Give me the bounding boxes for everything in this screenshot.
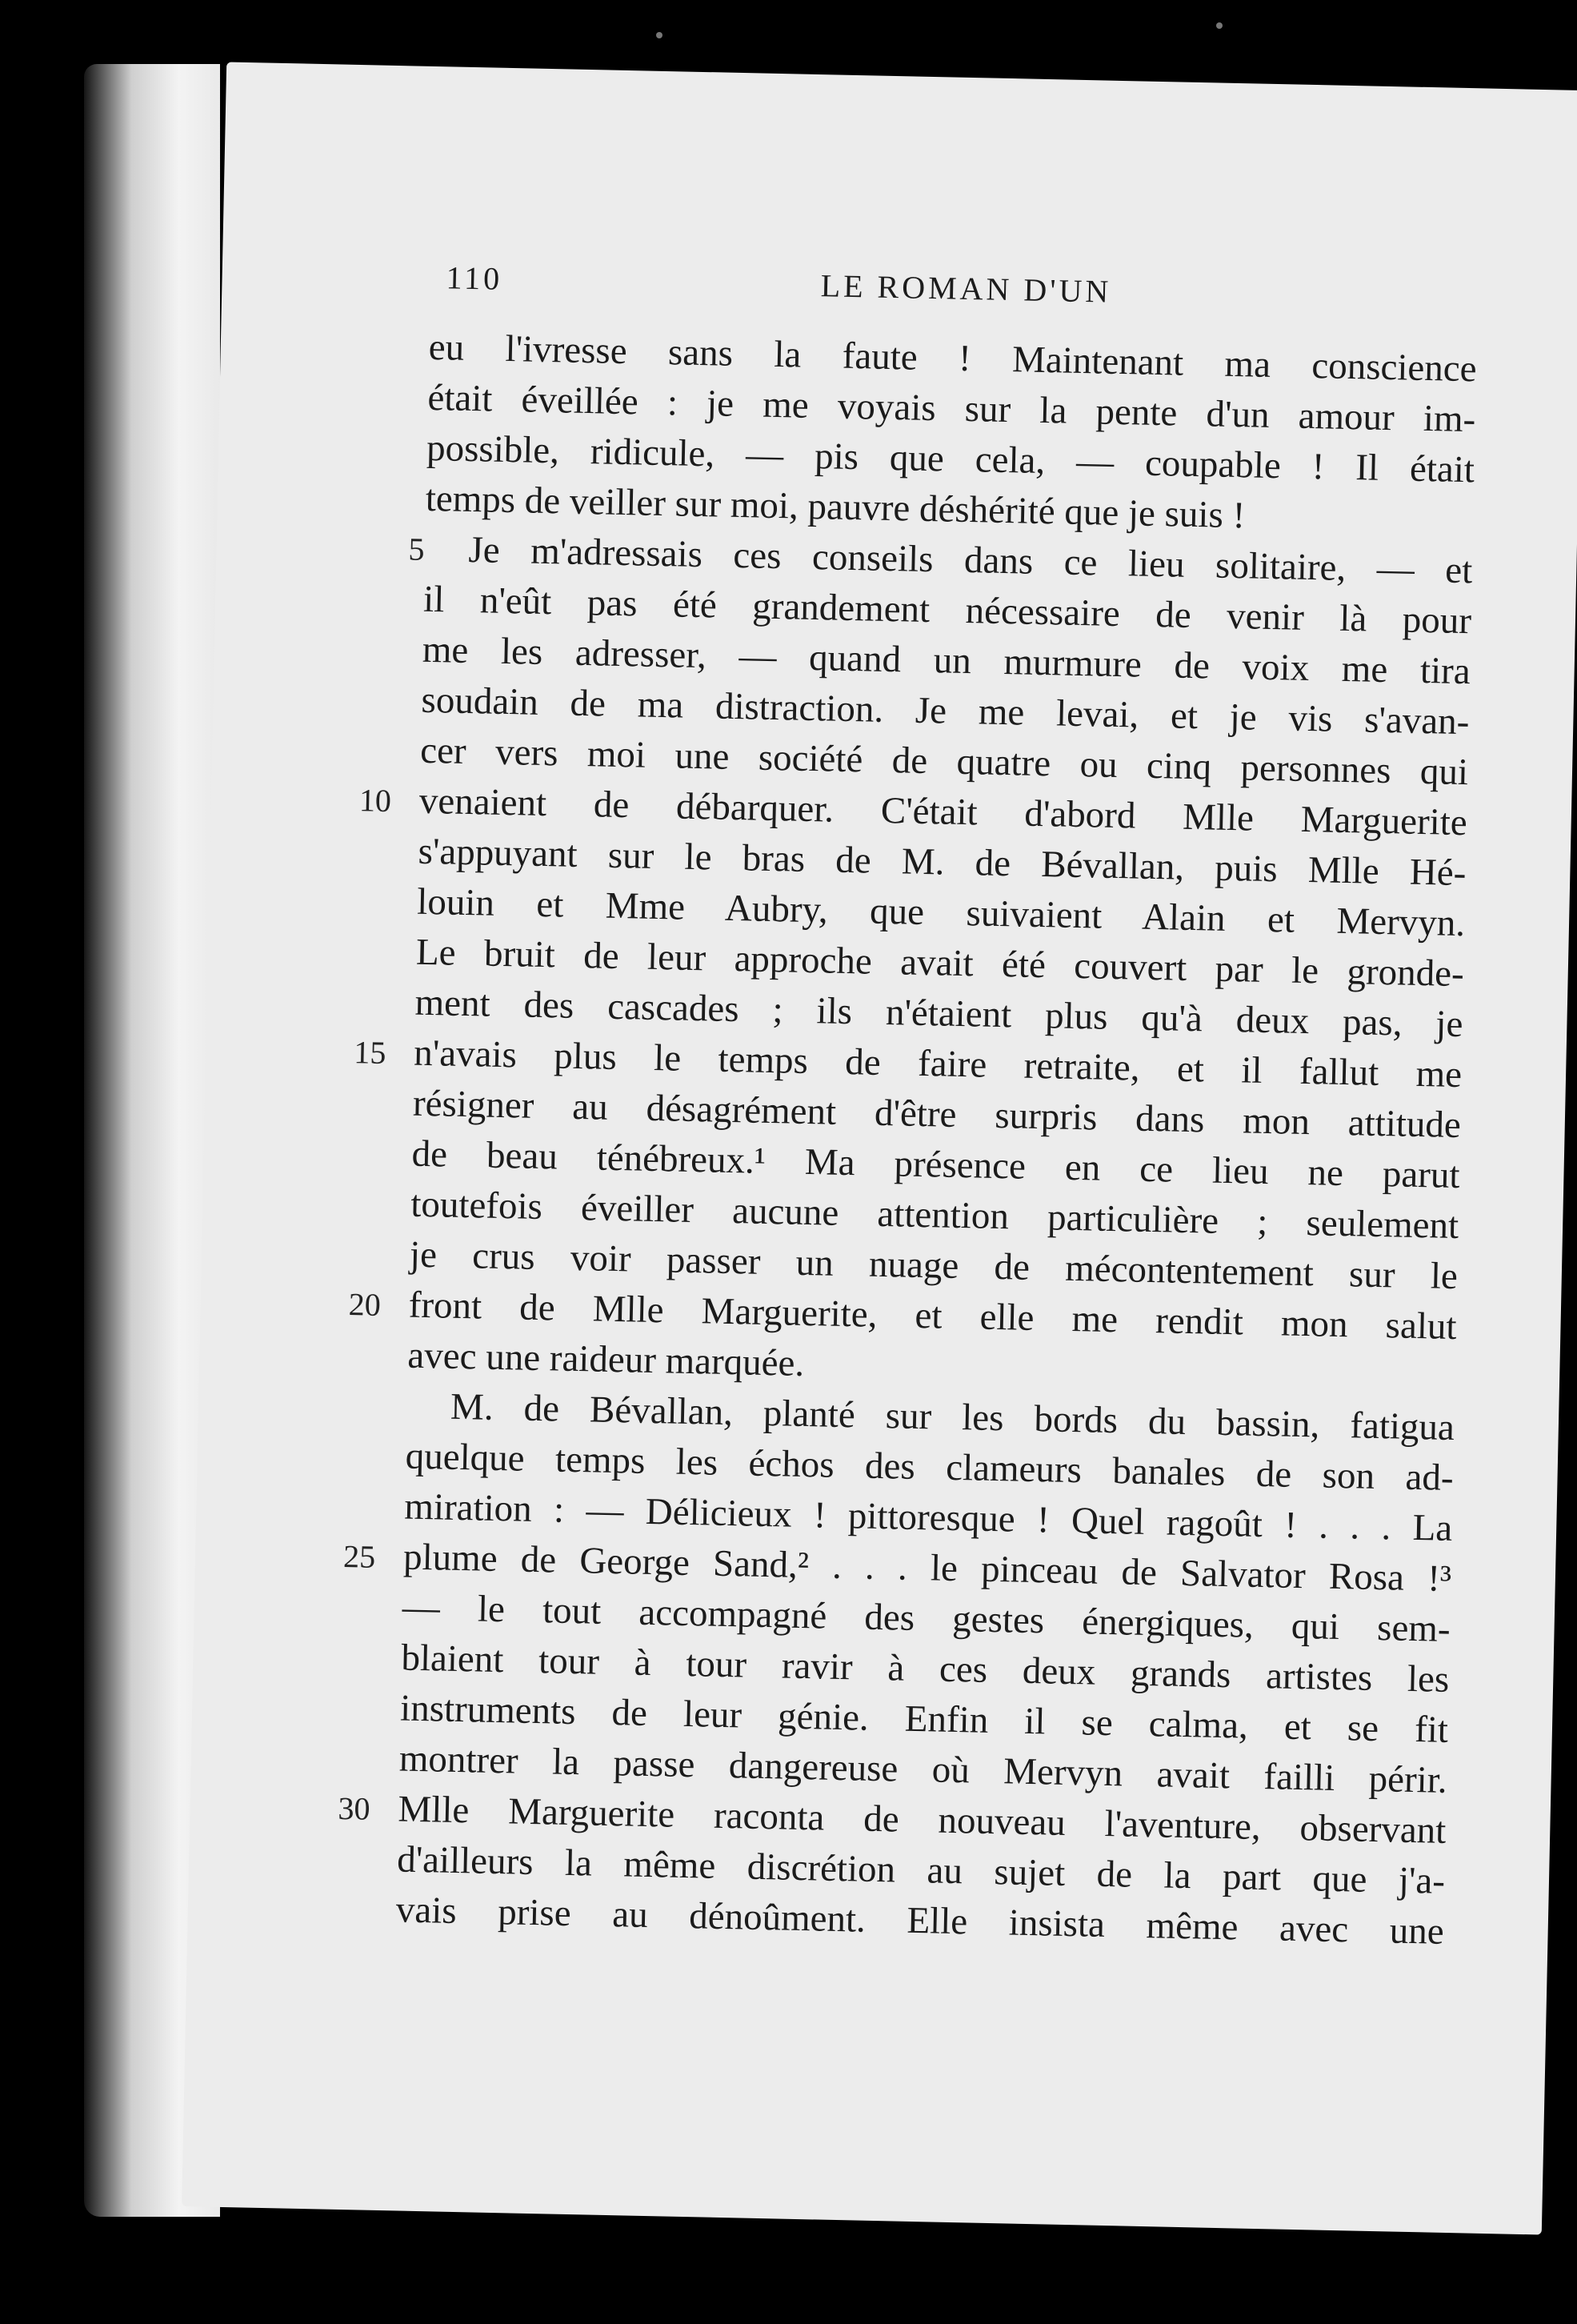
line-text: de beau ténébreux.¹ Ma présence en ce lieu ne parut bbox=[411, 1132, 1460, 1197]
line-text: possible, ridicule, — pis que cela, — coupable ! Il était bbox=[426, 427, 1475, 491]
line-text: était éveillée : je me voyais sur la pente d'un amour im- bbox=[426, 376, 1476, 441]
line-text: Je m'adressais ces conseils dans ce lieu solitaire, — et bbox=[468, 528, 1473, 592]
line-text: quelque temps les échos des clameurs banales de son ad- bbox=[405, 1435, 1455, 1499]
line-text: vais prise au dénoûment. Elle insista même avec une bbox=[395, 1889, 1445, 1953]
line-text: — le tout accompagné des gestes énergiques, qui sem- bbox=[402, 1586, 1451, 1650]
line-text: M. de Bévallan, planté sur les bords du bassin, fatigua bbox=[450, 1385, 1455, 1448]
line-number: 5 bbox=[408, 531, 426, 567]
line-number: 20 bbox=[348, 1286, 382, 1323]
running-title: LE ROMAN D'UN bbox=[820, 267, 1112, 310]
line-text: toutefois éveiller aucune attention particulière ; seulement bbox=[410, 1183, 1459, 1248]
line-number: 30 bbox=[338, 1789, 371, 1827]
book-page bbox=[182, 62, 1577, 2234]
line-text: résigner au désagrément d'être surpris dans mon attitude bbox=[412, 1082, 1462, 1147]
line-text: miration : — Délicieux ! pittoresque ! Quel ragoût ! . . . La bbox=[403, 1485, 1453, 1549]
body-text bbox=[338, 323, 1478, 1957]
line-text: Le bruit de leur approche avait été couvert par le gronde- bbox=[415, 931, 1465, 996]
line-text: Mlle Marguerite raconta de nouveau l'aventure, observant bbox=[398, 1788, 1447, 1852]
line-text: cer vers moi une société de quatre ou cinq personnes qui bbox=[419, 729, 1469, 794]
line-number: 25 bbox=[342, 1537, 376, 1575]
line-text: je crus voir passer un nuage de mécontentement sur le bbox=[409, 1233, 1459, 1298]
page-number: 110 bbox=[446, 259, 503, 297]
line-text: front de Mlle Marguerite, et elle me rendit mon salut bbox=[408, 1284, 1458, 1348]
line-text: louin et Mme Aubry, que suivaient Alain et Mervyn. bbox=[416, 880, 1466, 945]
line-text: venaient de débarquer. C'était d'abord Mlle Marguerite bbox=[418, 779, 1468, 844]
line-number: 10 bbox=[358, 782, 392, 819]
film-speck bbox=[656, 32, 662, 38]
line-text: eu l'ivresse sans la faute ! Maintenant ma conscience bbox=[428, 326, 1478, 391]
line-text: plume de George Sand,² . . . le pinceau de Salvator Rosa !³ bbox=[402, 1536, 1452, 1600]
page-header bbox=[446, 258, 1487, 328]
line-text: il n'eût pas été grandement nécessaire de venir là pour bbox=[422, 578, 1472, 643]
line-text: ment des cascades ; ils n'étaient plus qu'à deux pas, je bbox=[414, 981, 1463, 1046]
line-text: soudain de ma distraction. Je me levai, et je vis s'avan- bbox=[421, 679, 1470, 743]
line-text: instruments de leur génie. Enfin il se calma, et se fit bbox=[399, 1687, 1449, 1751]
line-text: d'ailleurs la même discrétion au sujet de la part que j'a- bbox=[396, 1838, 1446, 1902]
line-text: n'avais plus le temps de faire retraite, et il fallut me bbox=[413, 1032, 1463, 1096]
line-text: blaient tour à tour ravir à ces deux grands artistes les bbox=[400, 1637, 1450, 1701]
line-text: temps de veiller sur moi, pauvre déshérité que je suis ! bbox=[425, 477, 1246, 537]
line-text: me les adresser, — quand un murmure de voix me tira bbox=[422, 628, 1471, 693]
line-text: avec une raideur marquée. bbox=[406, 1334, 805, 1384]
film-speck bbox=[1216, 22, 1223, 29]
line-text: montrer la passe dangereuse où Mervyn avait failli périr. bbox=[398, 1737, 1448, 1801]
line-number: 15 bbox=[353, 1034, 386, 1071]
line-text: s'appuyant sur le bras de M. de Bévallan, puis Mlle Hé- bbox=[418, 830, 1467, 895]
